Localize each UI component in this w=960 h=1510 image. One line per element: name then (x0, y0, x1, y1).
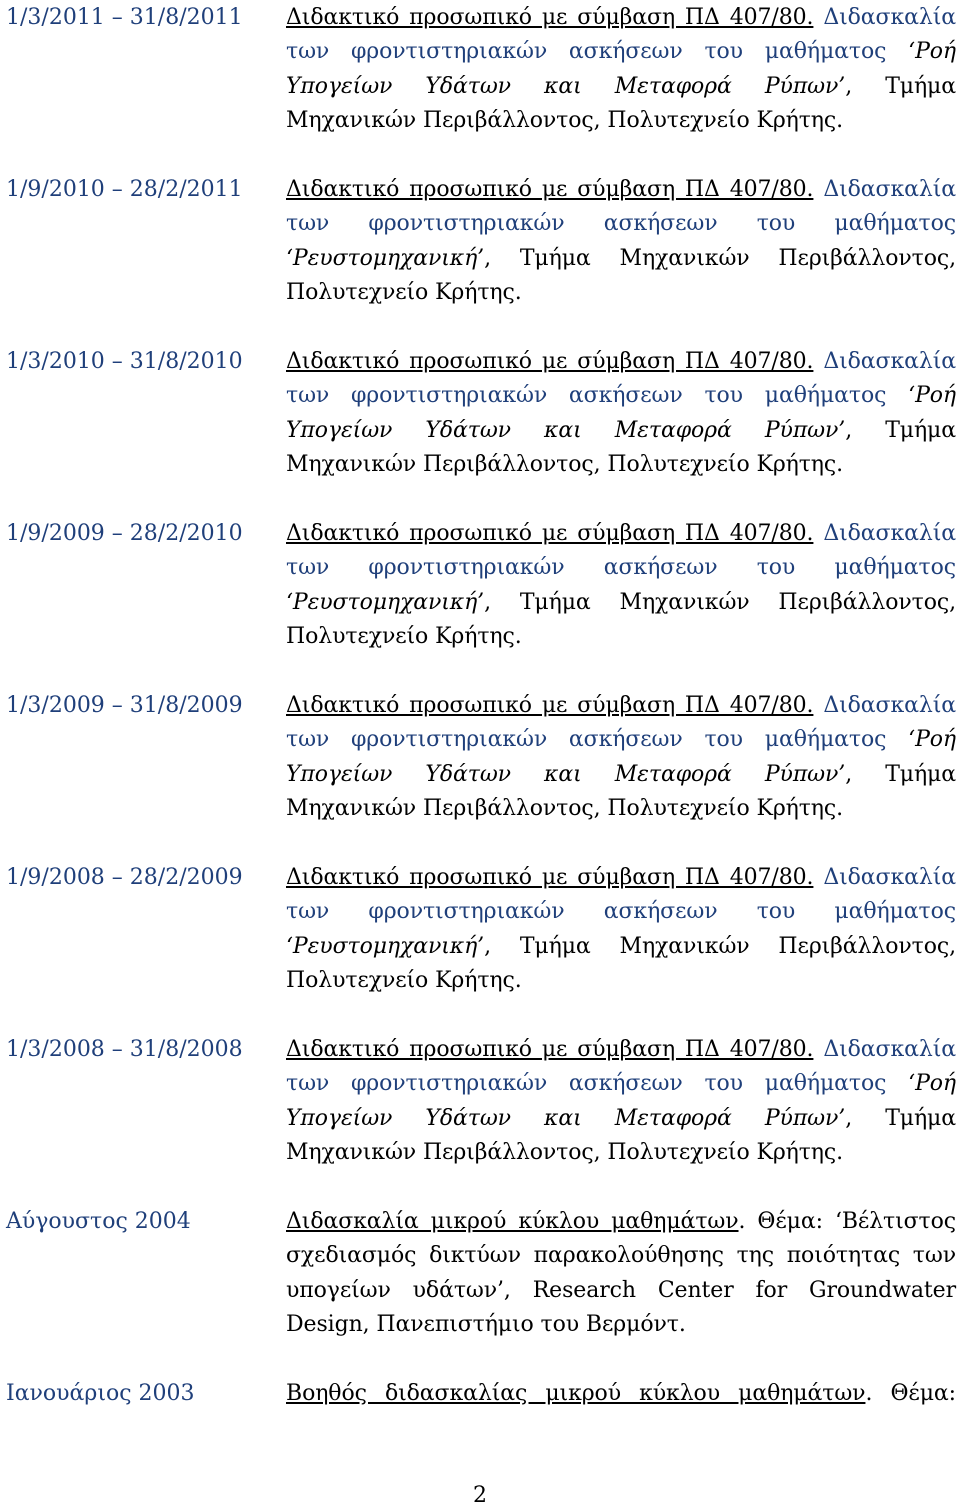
entry-tail: , Τμήμα Μηχανικών Περιβάλλοντος, Πολυτεχνείο Κρήτης. (286, 245, 956, 305)
entry-role: Διδασκαλία μικρού κύκλου μαθημάτων (286, 1209, 739, 1234)
entry-course: ‘Ρευστομηχανική’ (286, 589, 485, 615)
entry-role: Βοηθός διδασκαλίας μικρού κύκλου μαθημάτων (286, 1381, 866, 1406)
entry-tail: , Τμήμα Μηχανικών Περιβάλλοντος, Πολυτεχνείο Κρήτης. (286, 1105, 957, 1165)
entry-description (286, 517, 956, 654)
entry-role: Διδακτικό προσωπικό με σύμβαση ΠΔ 407/80. (286, 693, 814, 718)
page-number: 2 (473, 1483, 487, 1508)
entry-course: ‘Ροή Υπογείων Υδάτων και Μεταφορά Ρύπων’ (286, 383, 956, 443)
entry-date: 1/3/2009 – 31/8/2009 (6, 693, 243, 718)
entry-course: ‘Ρευστομηχανική’ (286, 933, 485, 959)
entry-lead: Διδασκαλία των φροντιστηριακών ασκήσεων του μαθήματος (286, 521, 956, 581)
entry-description (286, 1205, 956, 1342)
entry-date: 1/9/2008 – 28/2/2009 (6, 865, 243, 890)
entry-date: Ιανουάριος 2003 (6, 1381, 195, 1406)
entry-date: 1/3/2008 – 31/8/2008 (6, 1037, 243, 1062)
entry-lead: Διδασκαλία των φροντιστηριακών ασκήσεων του μαθήματος (286, 5, 956, 65)
entry-tail: , Τμήμα Μηχανικών Περιβάλλοντος, Πολυτεχνείο Κρήτης. (286, 417, 957, 477)
entry-description (286, 861, 956, 998)
entry-date: Αύγουστος 2004 (6, 1209, 191, 1234)
entry-date: 1/3/2011 – 31/8/2011 (6, 5, 243, 30)
entry-tail: , Τμήμα Μηχανικών Περιβάλλοντος, Πολυτεχνείο Κρήτης. (286, 761, 957, 821)
entry-course: ‘Ροή Υπογείων Υδάτων και Μεταφορά Ρύπων’ (286, 727, 956, 787)
entry-role: Διδακτικό προσωπικό με σύμβαση ΠΔ 407/80. (286, 1037, 814, 1062)
entry-lead: Διδασκαλία των φροντιστηριακών ασκήσεων του μαθήματος (286, 177, 956, 237)
entry-course: ‘Ρευστομηχανική’ (286, 245, 485, 271)
entry-description (286, 1, 956, 138)
entry-description (286, 1033, 956, 1170)
entry-role: Διδακτικό προσωπικό με σύμβαση ΠΔ 407/80. (286, 521, 814, 546)
entry-description (286, 173, 956, 310)
entry-role: Διδακτικό προσωπικό με σύμβαση ΠΔ 407/80. (286, 865, 814, 890)
entry-lead: . Θέμα: (865, 1381, 956, 1406)
entry-date: 1/9/2010 – 28/2/2011 (6, 177, 243, 202)
entry-course: ‘Ροή Υπογείων Υδάτων και Μεταφορά Ρύπων’ (286, 1071, 956, 1131)
entry-description (286, 345, 956, 482)
entry-description (286, 689, 956, 826)
entry-lead: . Θέμα: ‘Βέλτιστος σχεδιασμός δικτύων παρακολούθησης της ποιότητας των υπογείων υδάτων’, Research Center for Groundwater Design, Πανεπιστήμιο του Βερμόντ. (286, 1209, 956, 1337)
entry-description (286, 1377, 956, 1411)
entry-role: Διδακτικό προσωπικό με σύμβαση ΠΔ 407/80. (286, 5, 814, 30)
entry-course: ‘Ροή Υπογείων Υδάτων και Μεταφορά Ρύπων’ (286, 39, 956, 99)
entry-lead: Διδασκαλία των φροντιστηριακών ασκήσεων του μαθήματος (286, 349, 956, 409)
entry-tail: , Τμήμα Μηχανικών Περιβάλλοντος, Πολυτεχνείο Κρήτης. (286, 589, 956, 649)
entry-tail: , Τμήμα Μηχανικών Περιβάλλοντος, Πολυτεχνείο Κρήτης. (286, 933, 956, 993)
entry-role: Διδακτικό προσωπικό με σύμβαση ΠΔ 407/80. (286, 177, 814, 202)
entry-lead: Διδασκαλία των φροντιστηριακών ασκήσεων του μαθήματος (286, 865, 956, 925)
entry-lead: Διδασκαλία των φροντιστηριακών ασκήσεων του μαθήματος (286, 693, 956, 753)
entry-tail: , Τμήμα Μηχανικών Περιβάλλοντος, Πολυτεχνείο Κρήτης. (286, 73, 957, 133)
entry-date: 1/3/2010 – 31/8/2010 (6, 349, 243, 374)
entry-role: Διδακτικό προσωπικό με σύμβαση ΠΔ 407/80. (286, 349, 814, 374)
entry-date: 1/9/2009 – 28/2/2010 (6, 521, 243, 546)
entry-lead: Διδασκαλία των φροντιστηριακών ασκήσεων του μαθήματος (286, 1037, 956, 1097)
